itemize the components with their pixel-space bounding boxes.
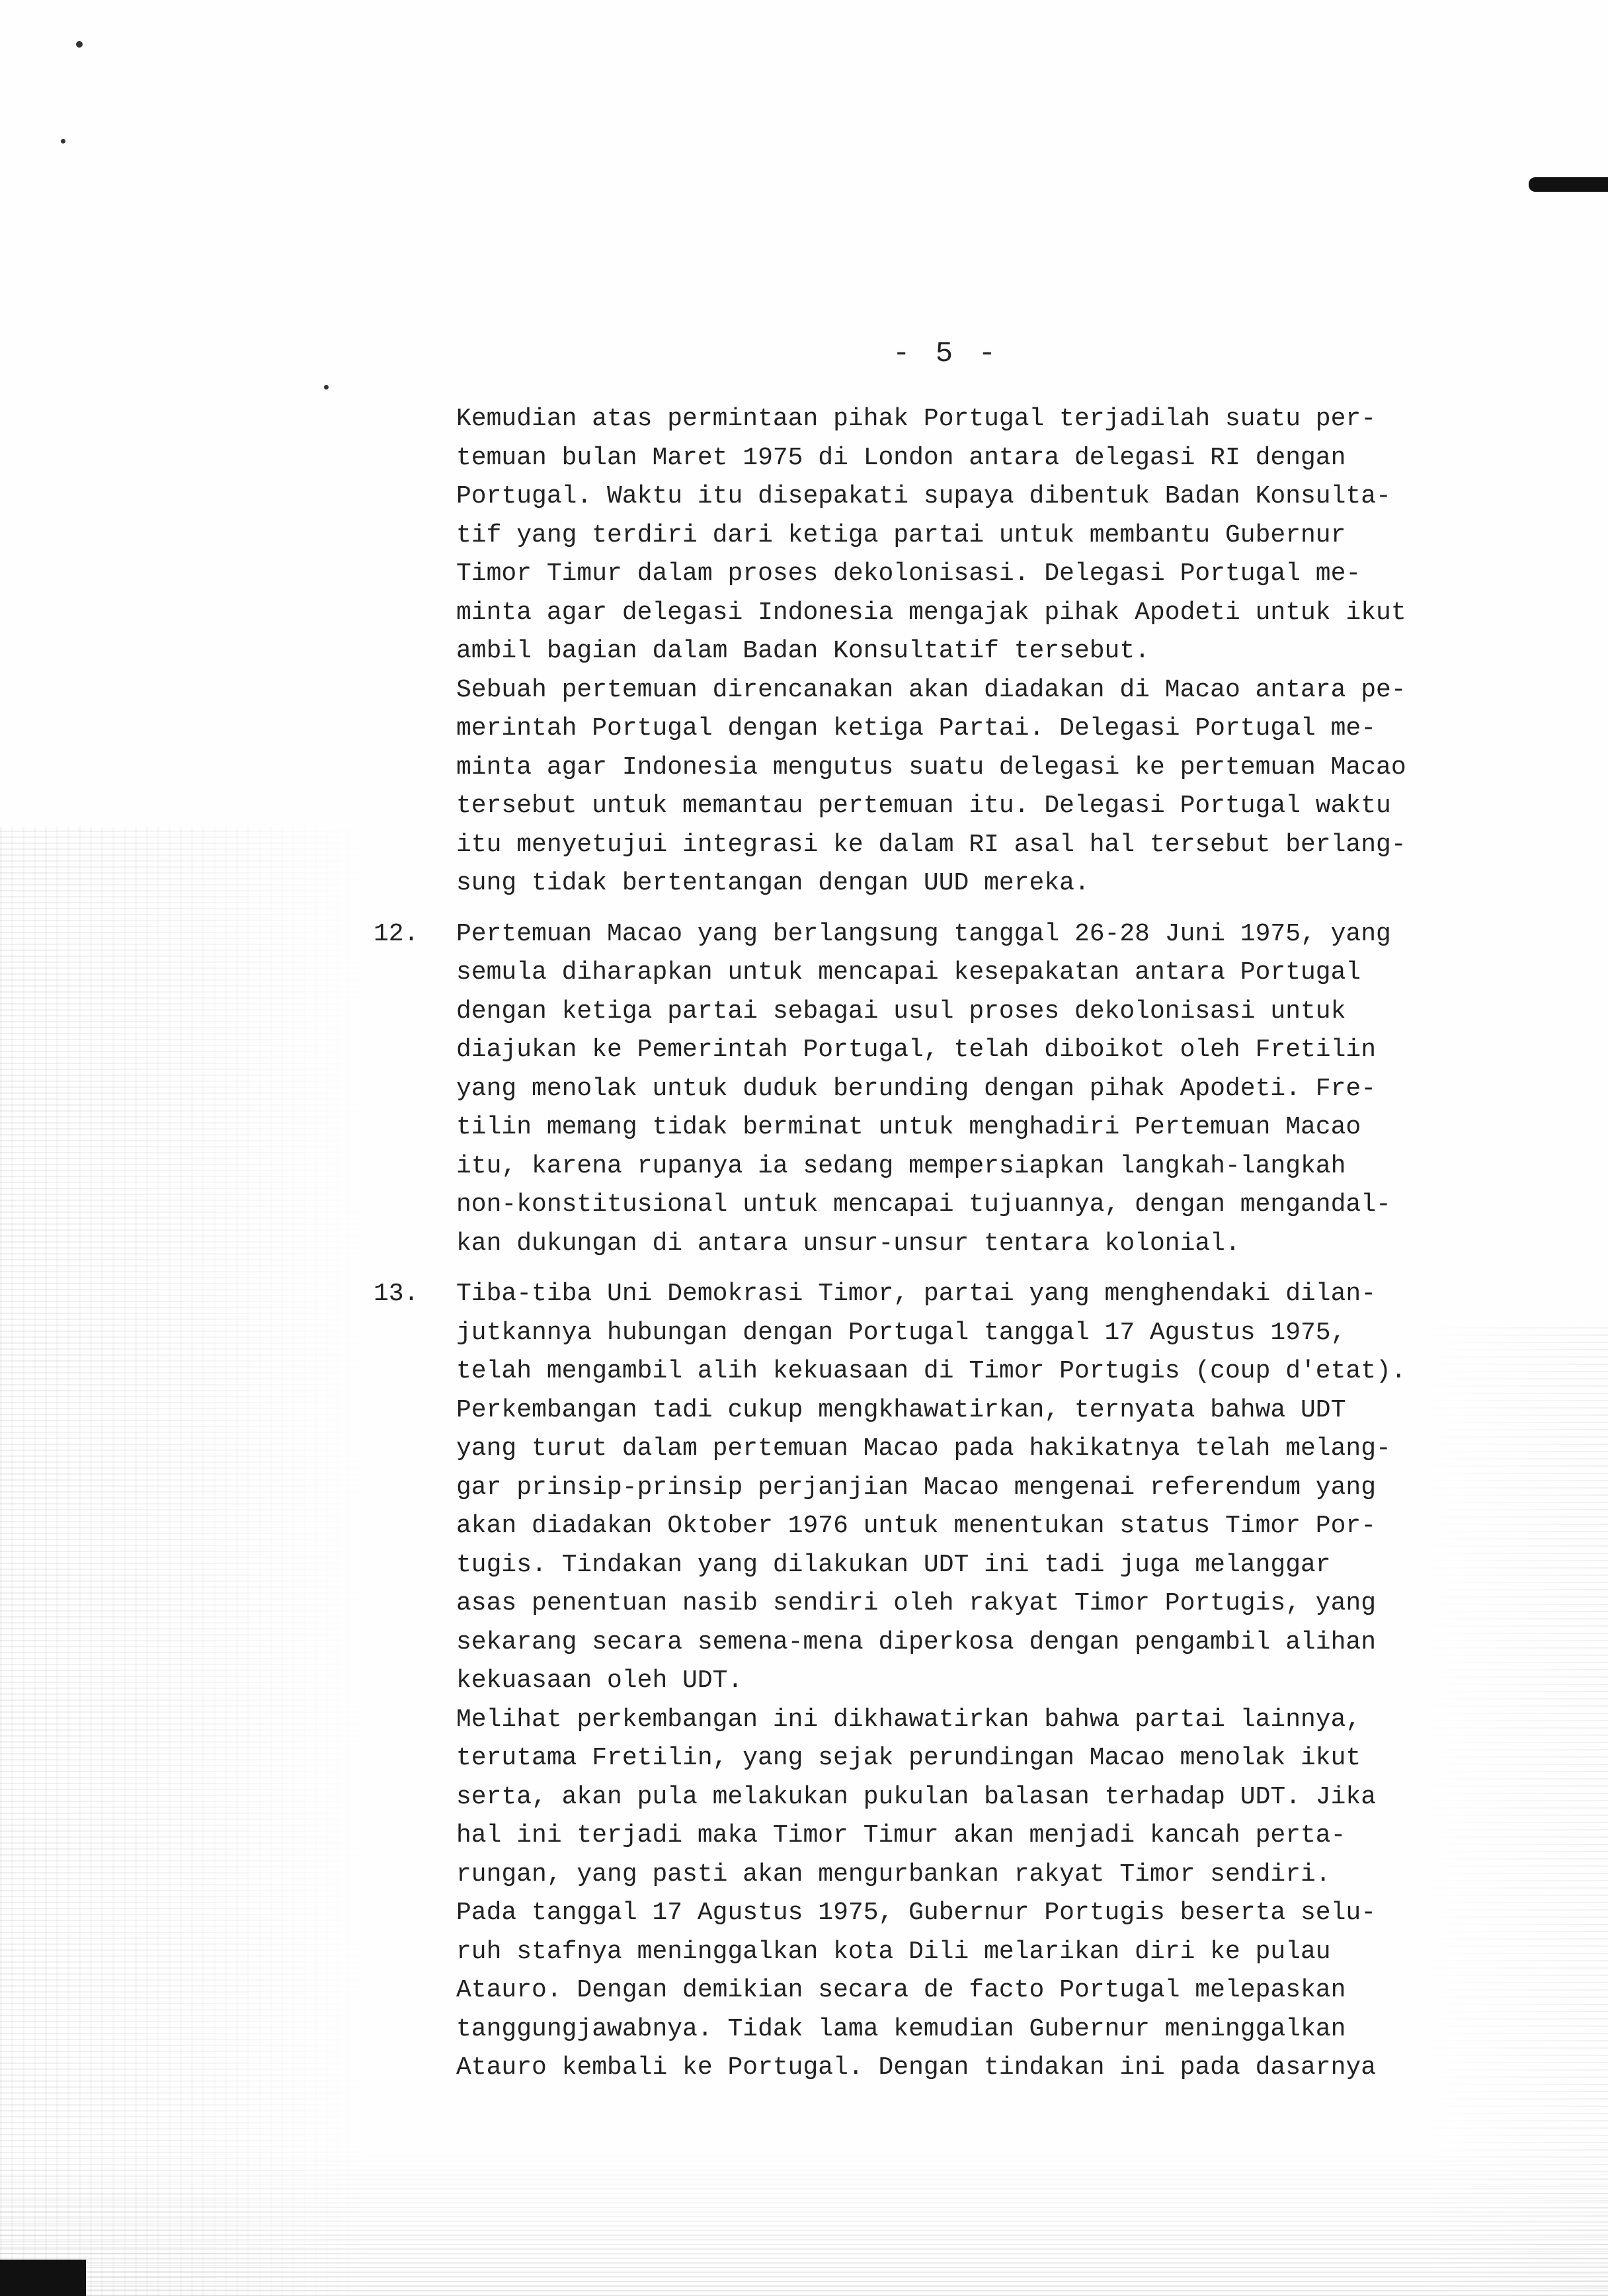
photocopy-noise-left bbox=[0, 827, 370, 2296]
text-line: gar prinsip-prinsip perjanjian Macao mengenai referendum yang bbox=[456, 1473, 1377, 1502]
text-line: tanggungjawabnya. Tidak lama kemudian Gubernur meninggalkan bbox=[456, 2014, 1346, 2043]
text-line: tilin memang tidak berminat untuk menghadiri Pertemuan Macao bbox=[456, 1113, 1361, 1141]
photocopy-noise-bottom bbox=[0, 2144, 1608, 2296]
text-line: non-konstitusional untuk mencapai tujuannya, dengan mengandal- bbox=[456, 1190, 1391, 1219]
text-line: rungan, yang pasti akan mengurbankan rakyat Timor sendiri. bbox=[456, 1860, 1331, 1889]
document-body bbox=[374, 400, 1488, 2088]
text-line: jutkannya hubungan dengan Portugal tanggal 17 Agustus 1975, bbox=[456, 1318, 1346, 1347]
text-line: kekuasaan oleh UDT. bbox=[456, 1666, 743, 1695]
text-line: serta, akan pula melakukan pukulan balasan terhadap UDT. Jika bbox=[456, 1782, 1377, 1811]
text-line: Kemudian atas permintaan pihak Portugal terjadilah suatu per- bbox=[456, 405, 1377, 433]
text-line: minta agar Indonesia mengutus suatu delegasi ke pertemuan Macao bbox=[456, 753, 1406, 782]
text-line: Atauro kembali ke Portugal. Dengan tindakan ini pada dasarnya bbox=[456, 2053, 1377, 2082]
text-line: tersebut untuk memantau pertemuan itu. Delegasi Portugal waktu bbox=[456, 792, 1391, 820]
item-number: 12. bbox=[374, 919, 419, 948]
text-line: semula diharapkan untuk mencapai kesepakatan antara Portugal bbox=[456, 958, 1361, 987]
text-line: hal ini terjadi maka Timor Timur akan menjadi kancah perta- bbox=[456, 1821, 1346, 1850]
text-line: sung tidak bertentangan dengan UUD mereka. bbox=[456, 869, 1090, 897]
text-line: Melihat perkembangan ini dikhawatirkan bahwa partai lainnya, bbox=[456, 1705, 1361, 1734]
text-line: ruh stafnya meninggalkan kota Dili melarikan diri ke pulau bbox=[456, 1937, 1331, 1966]
paragraph-governor-departure bbox=[456, 1701, 1488, 2088]
text-line: asas penentuan nasib sendiri oleh rakyat Timor Portugis, yang bbox=[456, 1589, 1377, 1618]
text-line: merintah Portugal dengan ketiga Partai. Delegasi Portugal me- bbox=[456, 714, 1377, 743]
page-number: - 5 - bbox=[893, 337, 1000, 370]
text-line: Sebuah pertemuan direncanakan akan diadakan di Macao antara pe- bbox=[456, 675, 1406, 704]
text-line: kan dukungan di antara unsur-unsur tentara kolonial. bbox=[456, 1229, 1240, 1258]
text-line: terutama Fretilin, yang sejak perundingan Macao menolak ikut bbox=[456, 1744, 1361, 1772]
text-line: itu, karena rupanya ia sedang mempersiapkan langkah-langkah bbox=[456, 1151, 1346, 1180]
text-line: telah mengambil alih kekuasaan di Timor Portugis (coup d'etat). bbox=[456, 1357, 1406, 1385]
text-line: Perkembangan tadi cukup mengkhawatirkan, ternyata bahwa UDT bbox=[456, 1395, 1346, 1424]
text-line: Atauro. Dengan demikian secara de facto Portugal melepaskan bbox=[456, 1976, 1346, 2004]
numbered-item-13 bbox=[374, 1275, 1488, 1701]
scan-speck bbox=[324, 385, 329, 390]
item-number: 13. bbox=[374, 1280, 419, 1308]
text-line: sekarang secara semena-mena diperkosa dengan pengambil alihan bbox=[456, 1627, 1377, 1657]
text-line: temuan bulan Maret 1975 di London antara delegasi RI dengan bbox=[456, 443, 1346, 472]
text-line: ambil bagian dalam Badan Konsultatif tersebut. bbox=[456, 637, 1150, 665]
paragraph-macao-london bbox=[456, 400, 1488, 671]
text-line: tugis. Tindakan yang dilakukan UDT ini tadi juga melanggar bbox=[456, 1550, 1331, 1579]
text-line: Portugal. Waktu itu disepakati supaya dibentuk Badan Konsulta- bbox=[456, 482, 1391, 511]
scan-speck bbox=[61, 139, 65, 144]
text-line: itu menyetujui integrasi ke dalam RI asal hal tersebut berlang- bbox=[456, 830, 1406, 859]
text-line: Pada tanggal 17 Agustus 1975, Gubernur Portugis beserta selu- bbox=[456, 1899, 1377, 1927]
text-line: diajukan ke Pemerintah Portugal, telah diboikot oleh Fretilin bbox=[456, 1036, 1377, 1064]
scan-speck bbox=[76, 41, 83, 48]
text-line: Tiba-tiba Uni Demokrasi Timor, partai yang menghendaki dilan- bbox=[456, 1280, 1377, 1308]
text-line: akan diadakan Oktober 1976 untuk menentukan status Timor Por- bbox=[456, 1512, 1377, 1540]
text-line: yang menolak untuk duduk berunding dengan pihak Apodeti. Fre- bbox=[456, 1074, 1377, 1103]
scan-artifact-mark bbox=[1529, 177, 1608, 192]
text-line: minta agar delegasi Indonesia mengajak pihak Apodeti untuk ikut bbox=[456, 598, 1406, 627]
scan-artifact-corner bbox=[0, 2260, 86, 2296]
text-line: Pertemuan Macao yang berlangsung tanggal 26-28 Juni 1975, yang bbox=[456, 919, 1391, 948]
paragraph-macao-meeting-plan bbox=[456, 671, 1488, 903]
text-line: yang turut dalam pertemuan Macao pada hakikatnya telah melang- bbox=[456, 1434, 1391, 1463]
text-line: dengan ketiga partai sebagai usul proses dekolonisasi untuk bbox=[456, 997, 1346, 1026]
numbered-item-12 bbox=[374, 915, 1488, 1264]
text-line: Timor Timur dalam proses dekolonisasi. Delegasi Portugal me- bbox=[456, 559, 1361, 588]
text-line: tif yang terdiri dari ketiga partai untuk membantu Gubernur bbox=[456, 520, 1346, 550]
